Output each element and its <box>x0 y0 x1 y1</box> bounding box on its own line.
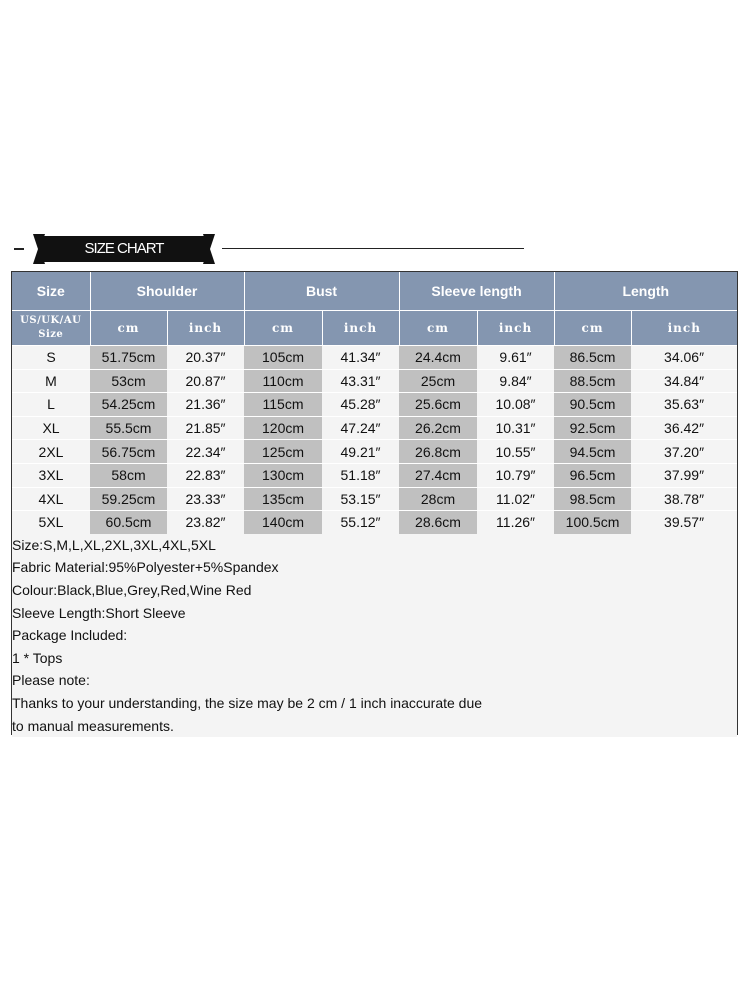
table-row <box>12 416 737 440</box>
banner-ribbon <box>33 234 215 264</box>
cell-shoulder-cm: 53cm <box>90 369 167 393</box>
cell-sleeve-cm: 25.6cm <box>399 393 477 417</box>
unit-cm: cm <box>90 311 167 346</box>
cell-sleeve-cm: 28.6cm <box>399 511 477 534</box>
note-accuracy-line2: to manual measurements. <box>12 717 174 734</box>
cell-size: L <box>12 393 90 417</box>
size-chart-table <box>11 271 738 735</box>
cell-size: 5XL <box>12 511 90 534</box>
cell-shoulder-inch: 20.37″ <box>167 346 244 370</box>
cell-sleeve-cm: 25cm <box>399 369 477 393</box>
note-fabric: Fabric Material:95%Polyester+5%Spandex <box>12 559 279 576</box>
cell-size: 2XL <box>12 440 90 464</box>
note-please-note: Please note: <box>12 672 90 689</box>
cell-shoulder-inch: 21.85″ <box>167 416 244 440</box>
unit-inch: inch <box>631 311 737 346</box>
banner-dash-left <box>14 248 24 250</box>
cell-shoulder-cm: 55.5cm <box>90 416 167 440</box>
cell-bust-cm: 115cm <box>244 393 322 417</box>
cell-shoulder-inch: 21.36″ <box>167 393 244 417</box>
table-row <box>12 440 737 464</box>
cell-sleeve-inch: 10.31″ <box>477 416 554 440</box>
cell-shoulder-cm: 54.25cm <box>90 393 167 417</box>
banner-title: SIZE CHART <box>84 240 164 257</box>
unit-inch: inch <box>167 311 244 346</box>
table-row <box>12 393 737 417</box>
cell-sleeve-cm: 28cm <box>399 487 477 511</box>
cell-sleeve-cm: 26.8cm <box>399 440 477 464</box>
cell-shoulder-inch: 20.87″ <box>167 369 244 393</box>
cell-shoulder-inch: 23.33″ <box>167 487 244 511</box>
cell-shoulder-inch: 23.82″ <box>167 511 244 534</box>
cell-length-inch: 37.20″ <box>631 440 737 464</box>
cell-sleeve-cm: 27.4cm <box>399 463 477 487</box>
note-sleeve: Sleeve Length:Short Sleeve <box>12 604 186 621</box>
note-sizes: Size:S,M,L,XL,2XL,3XL,4XL,5XL <box>12 536 216 553</box>
cell-bust-cm: 140cm <box>244 511 322 534</box>
cell-bust-inch: 53.15″ <box>322 487 399 511</box>
note-colour: Colour:Black,Blue,Grey,Red,Wine Red <box>12 581 252 598</box>
notes-row <box>12 534 737 737</box>
cell-shoulder-cm: 51.75cm <box>90 346 167 370</box>
cell-length-inch: 34.84″ <box>631 369 737 393</box>
cell-length-cm: 90.5cm <box>554 393 631 417</box>
header-length: Length <box>554 272 737 311</box>
cell-length-inch: 36.42″ <box>631 416 737 440</box>
cell-length-inch: 37.99″ <box>631 463 737 487</box>
cell-sleeve-inch: 11.26″ <box>477 511 554 534</box>
size-region-label <box>12 311 90 346</box>
cell-sleeve-inch: 9.61″ <box>477 346 554 370</box>
cell-length-inch: 34.06″ <box>631 346 737 370</box>
cell-bust-cm: 135cm <box>244 487 322 511</box>
cell-bust-inch: 55.12″ <box>322 511 399 534</box>
cell-length-cm: 86.5cm <box>554 346 631 370</box>
size-region-line1: US/UK/AU <box>20 315 82 326</box>
size-chart-banner <box>0 232 750 266</box>
table-row <box>12 463 737 487</box>
cell-length-cm: 92.5cm <box>554 416 631 440</box>
cell-bust-cm: 110cm <box>244 369 322 393</box>
cell-bust-inch: 51.18″ <box>322 463 399 487</box>
cell-sleeve-inch: 9.84″ <box>477 369 554 393</box>
cell-shoulder-cm: 59.25cm <box>90 487 167 511</box>
note-package-label: Package Included: <box>12 627 128 644</box>
cell-length-cm: 88.5cm <box>554 369 631 393</box>
cell-bust-inch: 45.28″ <box>322 393 399 417</box>
cell-sleeve-inch: 10.08″ <box>477 393 554 417</box>
cell-sleeve-cm: 24.4cm <box>399 346 477 370</box>
banner-rule <box>222 248 524 249</box>
cell-shoulder-cm: 60.5cm <box>90 511 167 534</box>
cell-length-cm: 98.5cm <box>554 487 631 511</box>
cell-length-cm: 100.5cm <box>554 511 631 534</box>
header-bust: Bust <box>244 272 399 311</box>
unit-cm: cm <box>244 311 322 346</box>
cell-sleeve-cm: 26.2cm <box>399 416 477 440</box>
cell-bust-inch: 41.34″ <box>322 346 399 370</box>
cell-bust-inch: 47.24″ <box>322 416 399 440</box>
cell-length-cm: 94.5cm <box>554 440 631 464</box>
cell-bust-cm: 120cm <box>244 416 322 440</box>
unit-row <box>12 311 737 346</box>
header-row <box>12 272 737 311</box>
cell-length-cm: 96.5cm <box>554 463 631 487</box>
product-notes <box>12 534 737 737</box>
unit-cm: cm <box>554 311 631 346</box>
header-size: Size <box>12 272 90 311</box>
table-row <box>12 511 737 534</box>
cell-bust-cm: 125cm <box>244 440 322 464</box>
cell-size: 4XL <box>12 487 90 511</box>
cell-length-inch: 39.57″ <box>631 511 737 534</box>
unit-inch: inch <box>477 311 554 346</box>
size-region-line2: Size <box>38 329 64 340</box>
table-row <box>12 369 737 393</box>
header-shoulder: Shoulder <box>90 272 244 311</box>
cell-sleeve-inch: 10.55″ <box>477 440 554 464</box>
cell-size: XL <box>12 416 90 440</box>
cell-size: M <box>12 369 90 393</box>
cell-shoulder-inch: 22.83″ <box>167 463 244 487</box>
unit-cm: cm <box>399 311 477 346</box>
cell-shoulder-cm: 58cm <box>90 463 167 487</box>
cell-size: 3XL <box>12 463 90 487</box>
cell-sleeve-inch: 10.79″ <box>477 463 554 487</box>
table-row <box>12 346 737 370</box>
cell-length-inch: 35.63″ <box>631 393 737 417</box>
cell-length-inch: 38.78″ <box>631 487 737 511</box>
cell-shoulder-inch: 22.34″ <box>167 440 244 464</box>
cell-bust-inch: 49.21″ <box>322 440 399 464</box>
cell-bust-cm: 130cm <box>244 463 322 487</box>
size-table <box>12 272 737 737</box>
cell-size: S <box>12 346 90 370</box>
note-accuracy-line1: Thanks to your understanding, the size may be 2 cm / 1 inch inaccurate due <box>12 694 483 711</box>
cell-sleeve-inch: 11.02″ <box>477 487 554 511</box>
unit-inch: inch <box>322 311 399 346</box>
cell-bust-inch: 43.31″ <box>322 369 399 393</box>
table-row <box>12 487 737 511</box>
size-rows <box>12 346 737 534</box>
cell-bust-cm: 105cm <box>244 346 322 370</box>
note-package-item: 1 * Tops <box>12 649 63 666</box>
cell-shoulder-cm: 56.75cm <box>90 440 167 464</box>
header-sleeve-length: Sleeve length <box>399 272 554 311</box>
